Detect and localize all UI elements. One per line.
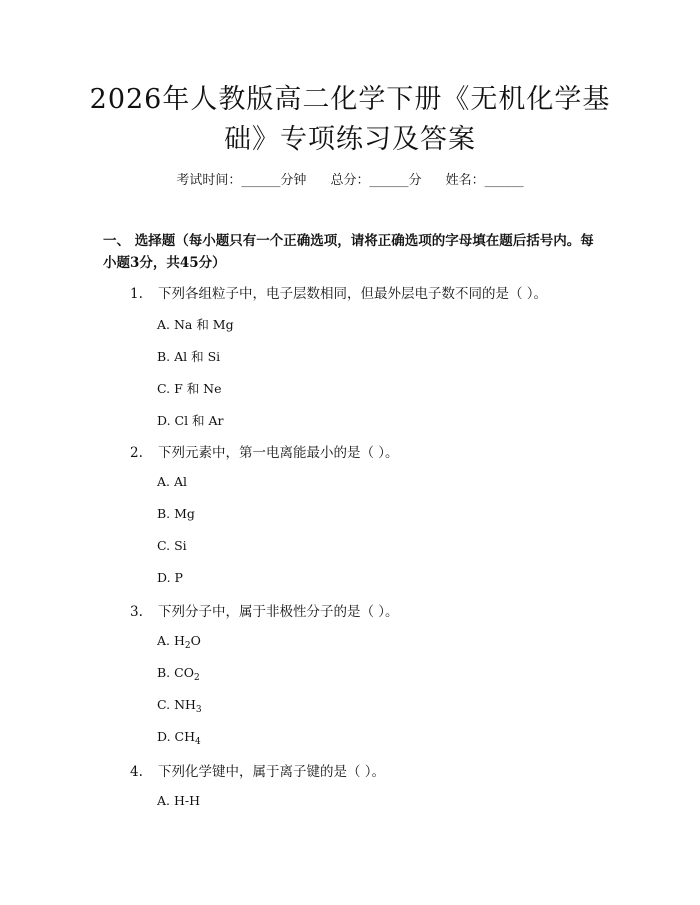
question-1 xyxy=(130,282,547,302)
option-text: A. H xyxy=(157,633,185,648)
section-heading: 一、 选择题（每小题只有一个正确选项，请将正确选项的字母填在题后括号内。每小题3分，共45分） xyxy=(103,233,594,271)
question-number: 4. xyxy=(130,764,143,780)
question-3-option-d xyxy=(157,729,201,747)
question-2 xyxy=(130,441,399,461)
exam-time: 考试时间：______分钟 xyxy=(176,173,307,188)
question-text: 下列化学键中，属于离子键的是（ ）。 xyxy=(158,764,386,780)
question-1-option-c: C. F 和 Ne xyxy=(157,381,222,396)
option-text-suffix: O xyxy=(190,633,201,648)
question-number: 1. xyxy=(130,286,143,302)
title-line-1: 2026年人教版高二化学下册《无机化学基 xyxy=(89,84,611,115)
question-number: 2. xyxy=(130,445,143,461)
question-3-option-c xyxy=(157,697,202,715)
question-3-option-a xyxy=(157,633,201,651)
question-1-option-a: A. Na 和 Mg xyxy=(157,317,234,332)
subscript: 2 xyxy=(184,641,191,651)
option-text: B. CO xyxy=(157,665,194,680)
subscript: 2 xyxy=(193,673,200,683)
question-text: 下列各组粒子中，电子层数相同，但最外层电子数不同的是（ ）。 xyxy=(158,286,548,302)
question-4 xyxy=(130,760,385,780)
question-2-option-d: D. P xyxy=(157,570,183,585)
question-2-option-a: A. Al xyxy=(157,474,187,489)
exam-info xyxy=(0,169,700,188)
subscript: 4 xyxy=(195,737,201,747)
title-line-2: 础》专项练习及答案 xyxy=(224,124,476,155)
question-1-option-d: D. Cl 和 Ar xyxy=(157,413,224,428)
question-3-option-b xyxy=(157,665,200,683)
question-2-option-c: C. Si xyxy=(157,538,187,553)
total-score: 总分：______分 xyxy=(330,173,422,188)
document-title xyxy=(80,80,620,160)
question-2-option-b: B. Mg xyxy=(157,506,195,521)
student-name: 姓名：______ xyxy=(445,173,524,188)
question-1-option-b: B. Al 和 Si xyxy=(157,349,221,364)
question-number: 3. xyxy=(130,604,143,620)
question-text: 下列元素中，第一电离能最小的是（ ）。 xyxy=(158,445,399,461)
question-4-option-a: A. H-H xyxy=(157,793,200,808)
question-3 xyxy=(130,600,399,620)
question-text: 下列分子中，属于非极性分子的是（ ）。 xyxy=(158,604,399,620)
option-text: C. NH xyxy=(157,697,196,712)
subscript: 3 xyxy=(195,705,202,715)
option-text: D. CH xyxy=(157,729,195,744)
